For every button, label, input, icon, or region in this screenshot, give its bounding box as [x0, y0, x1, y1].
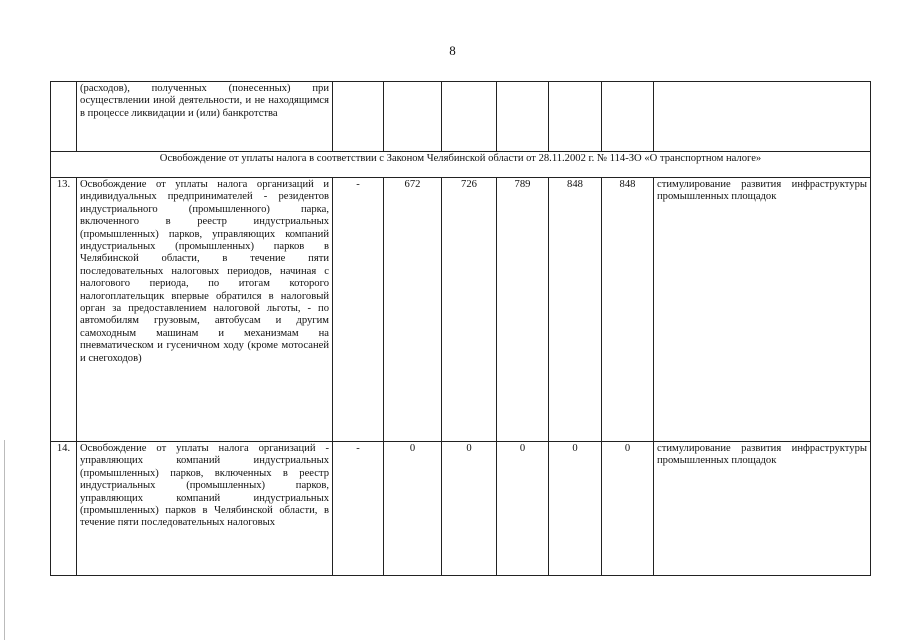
value-cell: 848	[602, 178, 654, 442]
row-description: (расходов), полученных (понесенных) при осуществлении иной деятельности, и не находящимся в процессе ликвидации и (или) банкротства	[77, 82, 333, 152]
value-cell: 0	[384, 442, 442, 576]
value-cell: 0	[549, 442, 602, 576]
section-heading-row	[51, 152, 871, 178]
scan-edge-line	[4, 440, 5, 640]
table-row-13	[51, 178, 871, 442]
row-goal: стимулирование развития инфраструктуры промышленных площадок	[654, 178, 871, 442]
value-cell	[602, 82, 654, 152]
table-row-14	[51, 442, 871, 576]
row-number: 14.	[51, 442, 77, 576]
value-cell: 789	[497, 178, 549, 442]
value-cell	[333, 82, 384, 152]
row-description: Освобождение от уплаты налога организаций - управляющих компаний индустриальных (промышленных) парков, включенных в реестр индустриальных (промышленных) парков, управляющих компаний индустриальных (промышленных) парков в Челябинской области, в течение пяти последовательных налоговых	[77, 442, 333, 576]
row-goal	[654, 82, 871, 152]
section-heading: Освобождение от уплаты налога в соответствии с Законом Челябинской области от 28.11.2002 г. № 114-ЗО «О транспортном налоге»	[51, 152, 871, 178]
row-number: 13.	[51, 178, 77, 442]
value-cell: 0	[602, 442, 654, 576]
value-cell: 672	[384, 178, 442, 442]
value-cell	[384, 82, 442, 152]
table-row-continuation	[51, 82, 871, 152]
value-cell	[549, 82, 602, 152]
page-number: 8	[449, 43, 456, 58]
value-cell: 0	[442, 442, 497, 576]
value-cell: 726	[442, 178, 497, 442]
row-goal: стимулирование развития инфраструктуры промышленных площадок	[654, 442, 871, 576]
value-cell: -	[333, 442, 384, 576]
value-cell	[442, 82, 497, 152]
tax-benefits-table	[50, 81, 871, 576]
row-description: Освобождение от уплаты налога организаций и индивидуальных предпринимателей - резидентов индустриального (промышленного) парка, включенного в реестр индустриальных (промышленных) парков, управляющих компаний индустриальных (промышленных) парков в Челябинской области, в течение пяти последовательных налоговых периодов, начиная с налогового периода, по итогам которого налогоплательщик впервые обратился в налоговый орган за предоставлением налоговой льготы, - по автомобилям грузовым, автобусам и другим самоходным машинам и механизмам на пневматическом и гусеничном ходу (кроме мотосаней и снегоходов)	[77, 178, 333, 442]
row-number	[51, 82, 77, 152]
value-cell: 848	[549, 178, 602, 442]
value-cell	[497, 82, 549, 152]
value-cell: 0	[497, 442, 549, 576]
value-cell: -	[333, 178, 384, 442]
